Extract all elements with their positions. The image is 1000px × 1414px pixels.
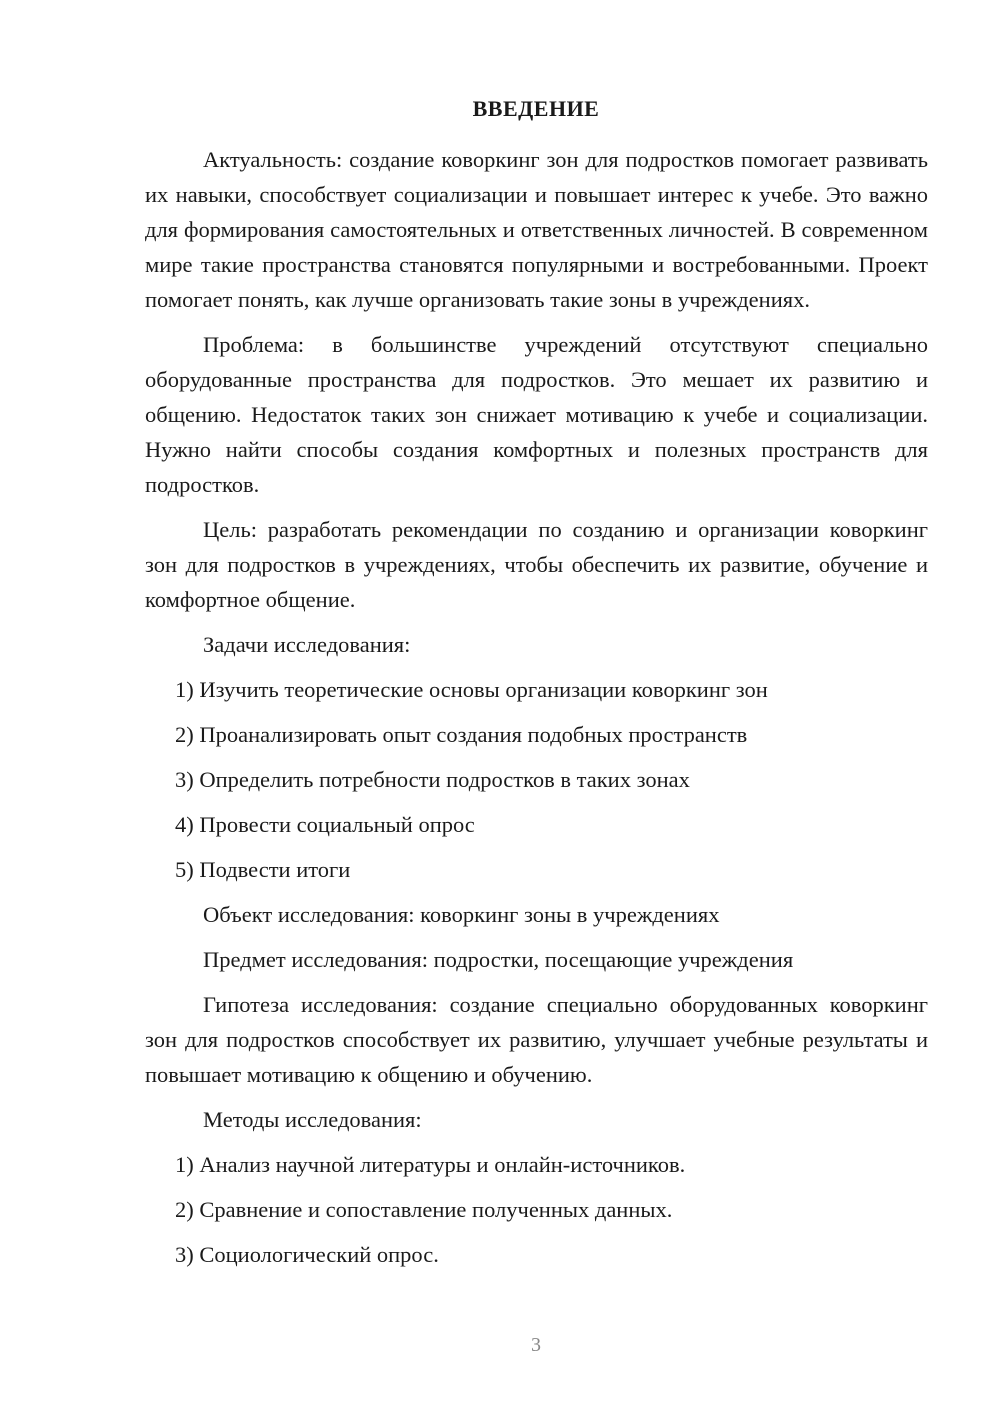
task-item: 3) Определить потребности подростков в таких зонах: [175, 767, 690, 792]
problem-paragraph: Проблема: в большинстве учреждений отсутствуют специально оборудованные пространства для подростков. Это мешает их развитию и общению. Недостаток таких зон снижает мотивацию к учебе и социализации. Нужно найти способы создания комфортных и полезных пространств для подростков.: [145, 332, 928, 497]
method-item: 1) Анализ научной литературы и онлайн-источников.: [175, 1152, 686, 1177]
relevance-paragraph: Актуальность: создание коворкинг зон для подростков помогает развивать их навыки, способствует социализации и повышает интерес к учебе. Это важно для формирования самостоятельных и ответственных личностей. В современном мире такие пространства становятся популярными и востребованными. Проект помогает понять, как лучше организовать такие зоны в учреждениях.: [145, 147, 928, 312]
goal-paragraph: Цель: разработать рекомендации по созданию и организации коворкинг зон для подростков в учреждениях, чтобы обеспечить их развитие, обучение и комфортное общение.: [145, 517, 928, 612]
hypothesis-paragraph: Гипотеза исследования: создание специально оборудованных коворкинг зон для подростков способствует их развитию, улучшает учебные результаты и повышает мотивацию к общению и обучению.: [145, 992, 928, 1087]
research-object: Объект исследования: коворкинг зоны в учреждениях: [203, 902, 720, 927]
task-item: 4) Провести социальный опрос: [175, 812, 475, 837]
document-body: [145, 142, 928, 1282]
method-item: 2) Сравнение и сопоставление полученных данных.: [175, 1197, 673, 1222]
methods-heading: Методы исследования:: [203, 1107, 422, 1132]
task-item: 2) Проанализировать опыт создания подобных пространств: [175, 722, 748, 747]
tasks-heading: Задачи исследования:: [203, 632, 411, 657]
research-subject: Предмет исследования: подростки, посещающие учреждения: [203, 947, 794, 972]
method-item: 3) Социологический опрос.: [175, 1242, 439, 1267]
task-item: 5) Подвести итоги: [175, 857, 351, 882]
section-heading: ВВЕДЕНИЕ: [472, 96, 600, 121]
task-item: 1) Изучить теоретические основы организации коворкинг зон: [175, 677, 768, 702]
methods-list: [145, 1147, 928, 1272]
page-number: 3: [531, 1334, 541, 1356]
tasks-list: [145, 672, 928, 887]
